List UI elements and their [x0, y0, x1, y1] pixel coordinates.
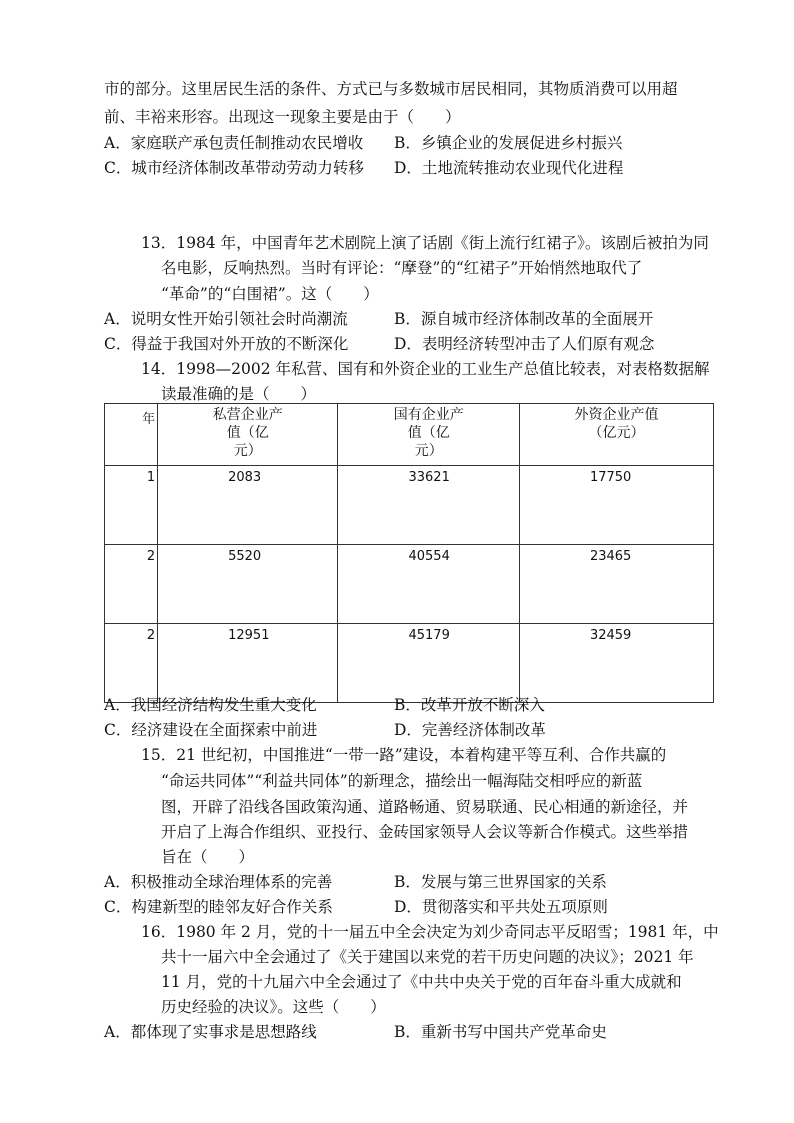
- header-foreign-line: 外资企业产值: [574, 407, 659, 423]
- header-private: [158, 404, 338, 466]
- cell-state: 33621: [338, 466, 519, 545]
- q13-text-line: 13．1984 年，中国青年艺术剧院上演了话剧《街上流行红裙子》。该剧后被拍为同: [141, 234, 709, 252]
- header-year: 年: [105, 404, 158, 466]
- cell-foreign: 23465: [519, 545, 713, 624]
- q14-option-c[interactable]: C．经济建设在全面探索中前进: [104, 721, 318, 739]
- cell-year: 2: [105, 624, 158, 703]
- header-private-line: 私营企业产: [212, 407, 283, 423]
- header-private-line: 值（亿: [226, 425, 269, 441]
- q12-option-c[interactable]: C．城市经济体制改革带动劳动力转移: [104, 159, 364, 177]
- q15-text-line: 开启了上海合作组织、亚投行、金砖国家领导人会议等新合作模式。这些举措: [161, 823, 689, 841]
- q14-option-b[interactable]: B．改革开放不断深入: [394, 696, 545, 714]
- header-state: [338, 404, 519, 466]
- q15-option-a[interactable]: A．积极推动全球治理体系的完善: [104, 873, 333, 891]
- q16-option-a[interactable]: A．都体现了实事求是思想路线: [104, 1023, 317, 1041]
- q15-text-line: 15．21 世纪初，中国推进“一带一路”建设，本着构建平等互利、合作共赢的: [141, 746, 667, 764]
- q12-text-line: 市的部分。这里居民生活的条件、方式已与多数城市居民相同，其物质消费可以用超: [104, 80, 678, 98]
- q13-text-line: 名电影，反响热烈。当时有评论：“摩登”的“红裙子”开始悄然地取代了: [161, 259, 643, 277]
- q12-option-b[interactable]: B．乡镇企业的发展促进乡村振兴: [394, 134, 623, 152]
- cell-state: 40554: [338, 545, 519, 624]
- header-foreign-line: （亿元）: [588, 425, 645, 441]
- q15-text-line: “命运共同体”“利益共同体”的新理念，描绘出一幅海陆交相呼应的新蓝: [161, 772, 643, 790]
- q16-text-line: 共十一届六中全会通过了《关于建国以来党的若干历史问题的决议》；2021 年: [161, 948, 694, 966]
- table-header-row: [105, 404, 714, 466]
- cell-year: 2: [105, 545, 158, 624]
- q14-text-line: 14．1998—2002 年私营、国有和外资企业的工业生产总值比较表，对表格数据解: [141, 360, 710, 378]
- q13-text-line: “革命”的“白围裙”。这（ ）: [161, 285, 379, 303]
- q14-text-line: 读最准确的是（ ）: [161, 385, 317, 403]
- q15-option-d[interactable]: D．贯彻落实和平共处五项原则: [394, 898, 608, 916]
- q13-option-d[interactable]: D．表明经济转型冲击了人们原有观念: [394, 335, 655, 353]
- q12-text-line: 前、丰裕来形容。出现这一现象主要是由于（ ）: [104, 108, 461, 126]
- header-state-line: 国有企业产: [393, 407, 464, 423]
- table-row: [105, 624, 714, 703]
- cell-state: 45179: [338, 624, 519, 703]
- cell-year: 1: [105, 466, 158, 545]
- q13-option-c[interactable]: C．得益于我国对外开放的不断深化: [104, 335, 349, 353]
- q14-option-a[interactable]: A．我国经济结构发生重大变化: [104, 696, 317, 714]
- q15-option-b[interactable]: B．发展与第三世界国家的关系: [394, 873, 607, 891]
- q15-text-line: 旨在（ ）: [161, 848, 255, 866]
- q16-text-line: 16．1980 年 2 月，党的十一届五中全会决定为刘少奇同志平反昭雪；1981 年，中: [141, 923, 719, 941]
- cell-private: 5520: [158, 545, 338, 624]
- cell-foreign: 17750: [519, 466, 713, 545]
- cell-private: 2083: [158, 466, 338, 545]
- cell-foreign: 32459: [519, 624, 713, 703]
- header-foreign: [519, 404, 713, 466]
- q16-text-line: 11 月，党的十九届六中全会通过了《中共中央关于党的百年奋斗重大成就和: [161, 973, 682, 991]
- q13-option-a[interactable]: A．说明女性开始引领社会时尚潮流: [104, 310, 348, 328]
- table-row: [105, 545, 714, 624]
- table-row: [105, 466, 714, 545]
- q14-option-d[interactable]: D．完善经济体制改革: [394, 721, 546, 739]
- q15-option-c[interactable]: C．构建新型的睦邻友好合作关系: [104, 898, 333, 916]
- header-state-line: 值（亿: [407, 425, 450, 441]
- q16-text-line: 历史经验的决议》。这些（ ）: [161, 998, 386, 1016]
- q12-option-a[interactable]: A．家庭联产承包责任制推动农民增收: [104, 134, 364, 152]
- cell-private: 12951: [158, 624, 338, 703]
- header-state-line: 元）: [414, 443, 443, 459]
- q12-option-d[interactable]: D．土地流转推动农业现代化进程: [394, 159, 624, 177]
- q15-text-line: 图，开辟了沿线各国政策沟通、道路畅通、贸易联通、民心相通的新途径，并: [161, 798, 689, 816]
- q16-option-b[interactable]: B．重新书写中国共产党革命史: [394, 1023, 607, 1041]
- output-value-table: [104, 403, 714, 703]
- q13-option-b[interactable]: B．源自城市经济体制改革的全面展开: [394, 310, 654, 328]
- header-private-line: 元）: [233, 443, 262, 459]
